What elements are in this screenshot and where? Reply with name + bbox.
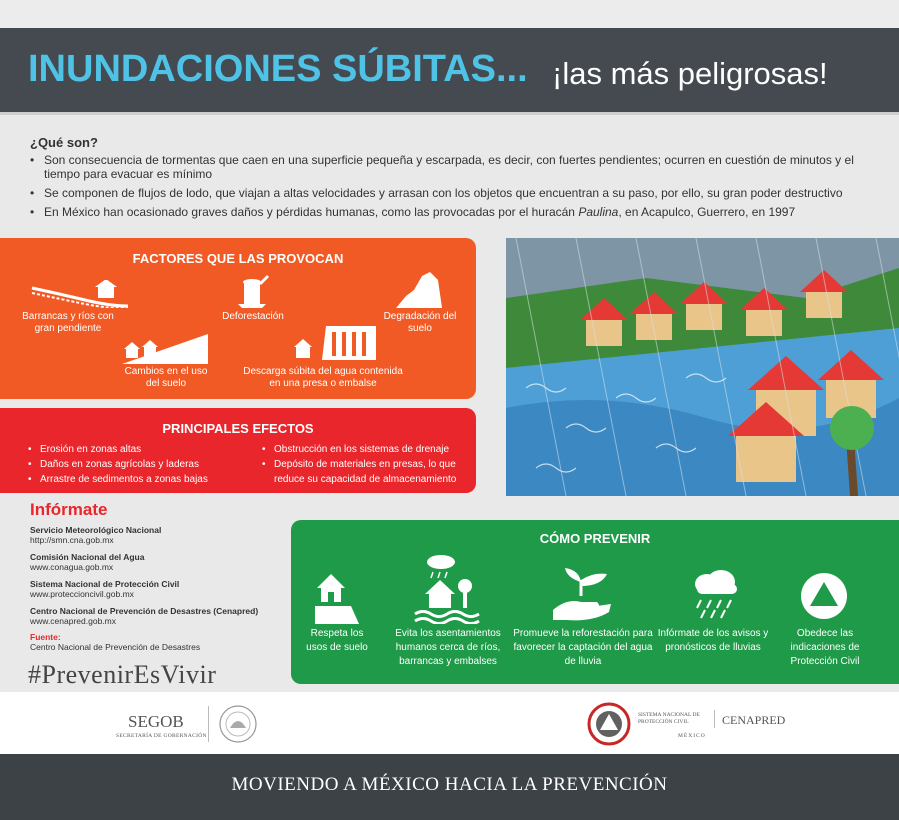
source-name: Comisión Nacional del Agua: [30, 552, 145, 562]
prevenir-heading: CÓMO PREVENIR: [539, 531, 651, 546]
river-slope-icon: [30, 280, 130, 308]
factor-label: Descarga súbita del agua contenida en una presa o embalse: [243, 366, 403, 389]
fuente: [30, 632, 200, 652]
mexico-text: MÉXICO: [678, 733, 706, 739]
efecto-item: • Erosión en zonas altas: [28, 442, 248, 457]
que-son-list: [30, 153, 880, 224]
factores-panel: [0, 238, 476, 399]
footer-slogan: MOVIENDO A MÉXICO HACIA LA PREVENCIÓN: [231, 774, 668, 795]
source-entry: [30, 606, 258, 626]
hashtag: #PrevenirEsVivir: [28, 660, 217, 689]
house-on-cliff-icon: [315, 568, 359, 624]
page-title: INUNDACIONES SÚBITAS...: [28, 48, 528, 90]
page-subtitle: ¡las más peligrosas!: [552, 56, 828, 91]
que-son-heading: ¿Qué son?: [30, 135, 98, 150]
prevenir-label: Evita los asentamientos humanos cerca de ríos, barrancas y embalses: [395, 628, 501, 667]
segob-subtitle: SECRETARÍA DE GOBERNACIÓN: [116, 733, 207, 739]
prevenir-label: Infórmate de los avisos y pronósticos de lluvias: [657, 628, 769, 653]
efecto-item: • Arrastre de sedimentos a zonas bajas: [28, 472, 248, 487]
efecto-item: • Obstrucción en los sistemas de drenaje: [262, 442, 462, 457]
flood-illustration: [506, 238, 899, 496]
prevenir-label: Respeta los usos de suelo: [306, 628, 368, 653]
fuente-text: Centro Nacional de Prevención de Desastres: [30, 642, 201, 652]
hand-sprout-icon: [553, 566, 611, 622]
cenapred-text: CENAPRED: [722, 713, 786, 727]
factor-label: Cambios en el uso del suelo: [124, 366, 208, 389]
efectos-heading: PRINCIPALES EFECTOS: [162, 421, 314, 436]
prevenir-panel: [291, 520, 899, 684]
source-url[interactable]: www.proteccioncivil.gob.mx: [30, 589, 134, 599]
fuente-label: Fuente:: [30, 632, 61, 642]
source-entry: [30, 579, 179, 599]
informate-heading: Infórmate: [30, 500, 108, 519]
que-son-bullet: • Son consecuencia de tormentas que caen en una superficie pequeña y escarpada, es decir, con fuertes pendientes; ocurren en cuestión de minutos y el tiempo para evacuar es mínimo: [30, 153, 880, 181]
prevenir-label: Promueve la reforestación para favorecer la captación del agua de lluvia: [513, 628, 653, 667]
source-name: Sistema Nacional de Protección Civil: [30, 579, 180, 589]
logo-divider: [714, 710, 715, 728]
top-band: [0, 0, 899, 28]
efectos-right-list: [262, 442, 462, 487]
sinaproc-logo-icon: [587, 702, 631, 746]
prevenir-label: Obedece las indicaciones de Protección Civil: [790, 628, 860, 667]
efectos-panel: [0, 408, 476, 493]
sinaproc-text: SISTEMA NACIONAL DE PROTECCIÓN CIVIL: [638, 712, 700, 725]
source-url[interactable]: www.cenapred.gob.mx: [30, 616, 116, 626]
logo-divider: [208, 706, 209, 742]
source-entry: [30, 552, 144, 572]
tree-stump-icon: [234, 274, 270, 308]
efecto-item: • Daños en zonas agrícolas y laderas: [28, 457, 248, 472]
houses-on-hill-icon: [122, 330, 208, 364]
factor-label: Barrancas y ríos con gran pendiente: [22, 311, 114, 334]
que-son-bullet: • En México han ocasionado graves daños y pérdidas humanas, como las provocadas por el huracán Paulina, en Acapulco, Guerrero, en 1997: [30, 205, 880, 219]
flood-illustration-image: [506, 238, 899, 496]
source-name: Centro Nacional de Prevención de Desastres (Cenapred): [30, 606, 259, 616]
rain-cloud-icon: [689, 570, 741, 620]
eroded-hill-icon: [396, 270, 444, 308]
efecto-item: • Depósito de materiales en presas, lo que reduce su capacidad de almacenamiento: [262, 457, 462, 487]
factor-label: Deforestación: [222, 311, 284, 322]
source-url[interactable]: www.conagua.gob.mx: [30, 562, 114, 572]
mexico-seal-icon: [218, 704, 258, 744]
efectos-left-list: [28, 442, 248, 487]
factores-heading: FACTORES QUE LAS PROVOCAN: [132, 251, 344, 266]
source-url[interactable]: http://smn.cna.gob.mx: [30, 535, 114, 545]
dam-icon: [292, 320, 378, 364]
source-name: Servicio Meteorológico Nacional: [30, 525, 162, 535]
que-son-bullet: • Se componen de flujos de lodo, que viajan a altas velocidades y arrasan con los objetos que encuentran a su paso, por ello, su gran poder destructivo: [30, 186, 880, 200]
house-rain-flood-icon: [413, 554, 483, 624]
source-entry: [30, 525, 161, 545]
civil-protection-triangle-icon: [800, 572, 848, 620]
segob-logo-text: SEGOB: [128, 712, 184, 731]
factor-label: Degradación del suelo: [383, 311, 457, 334]
